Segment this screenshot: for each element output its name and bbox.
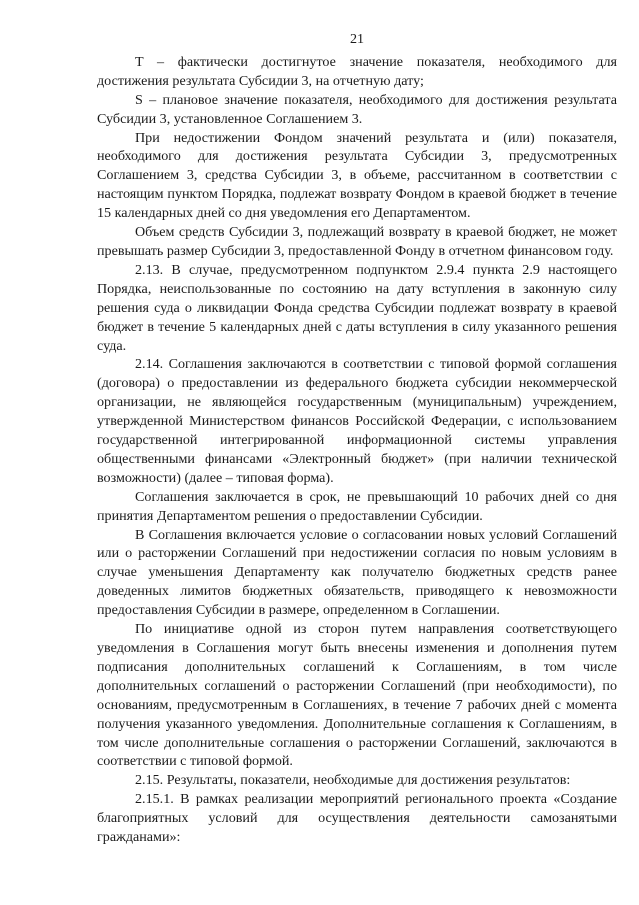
paragraph-nondelivery-refund: При недостижении Фондом значений результата и (или) показателя, необходимого для достижения результата Субсидии 3, предусмотренных Соглашением 3, средства Субсидии 3, в объеме, рассчитанном в соответствии с настоящим пунктом Порядка, подлежат возврату Фондом в краевой бюджет в течение 15 календарных дней со дня уведомления его Департаментом.	[97, 129, 617, 222]
paragraph-refund-limit: Объем средств Субсидии 3, подлежащий возврату в краевой бюджет, не может превышать размер Субсидии 3, предоставленной Фонду в отчетном финансовом году.	[97, 224, 617, 259]
page-number: 21	[349, 31, 365, 47]
paragraph-agreement-amendments: По инициативе одной из сторон путем направления соответствующего уведомления в Соглашения могут быть внесены изменения и дополнения путем подписания дополнительных соглашений к Соглашениям, в том числе дополнительных соглашений о расторжении Соглашений (при необходимости), по основаниям, предусмотренным в Соглашениях, в течение 7 рабочих дней с момента получения указанного уведомления. Дополнительные соглашения к Соглашениям, в том числе дополнительные соглашения о расторжении Соглашений, заключаются в соответствии с типовой формой.	[97, 621, 617, 770]
paragraph-agreement-deadline: Соглашения заключается в срок, не превышающий 10 рабочих дней со дня принятия Департаментом решения о предоставлении Субсидии.	[97, 488, 617, 524]
paragraph-s-definition: S – плановое значение показателя, необходимого для достижения результата Субсидии 3, установленное Соглашением 3.	[97, 91, 617, 127]
paragraph-2-14: 2.14. Соглашения заключаются в соответствии с типовой формой соглашения (договора) о предоставлении из федерального бюджета субсидии некоммерческой организации, не являющейся государственным (муниципальным) учреждением, утвержденной Министерством финансов Российской Федерации, с использованием государственной интегрированной информационной системы управления общественными финансами «Электронный бюджет» (при наличии технической возможности) (далее – типовая форма).	[97, 356, 617, 486]
paragraph-2-15: 2.15. Результаты, показатели, необходимые для достижения результатов:	[135, 772, 571, 789]
paragraph-agreement-conditions: В Соглашения включается условие о согласовании новых условий Соглашений или о расторжении Соглашений при недостижении согласия по новым условиям в случае уменьшения Департаменту как получателю бюджетных средств ранее доведенных лимитов бюджетных обязательств, приводящего к невозможности предоставления Субсидии в размере, определенном в Соглашении.	[97, 526, 617, 619]
paragraph-2-15-1: 2.15.1. В рамках реализации мероприятий регионального проекта «Создание благоприятных условий для осуществления деятельности самозанятыми гражданами»:	[97, 791, 617, 846]
paragraph-t-definition: T – фактически достигнутое значение показателя, необходимого для достижения результата Субсидии 3, на отчетную дату;	[97, 53, 617, 89]
paragraph-2-13: 2.13. В случае, предусмотренном подпунктом 2.9.4 пункта 2.9 настоящего Порядка, неиспользованные по состоянию на дату вступления в законную силу решения суда о ликвидации Фонда средства Субсидии подлежат возврату в краевой бюджет в течение 5 календарных дней с даты вступления в силу указанного решения суда.	[97, 261, 617, 354]
